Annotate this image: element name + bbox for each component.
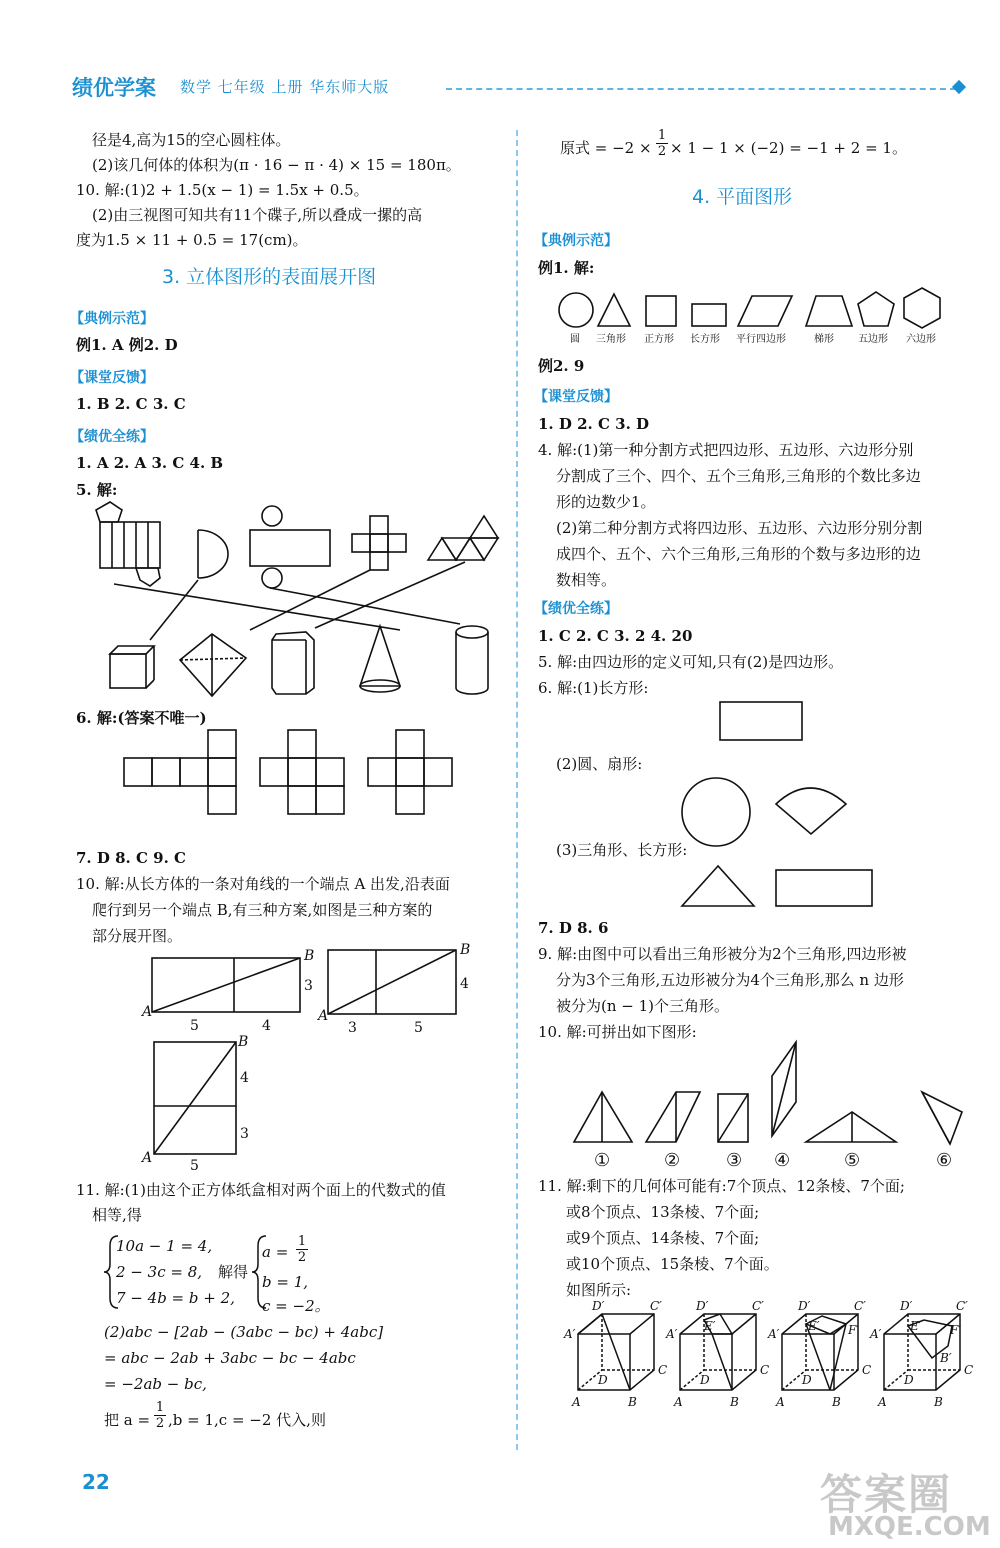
pt-ap-3: A′ bbox=[768, 1327, 780, 1341]
q11-text-1: 11. 解:(1)由这个正方体纸盒相对两个面上的代数式的值 bbox=[76, 1181, 446, 1199]
pt-cp-4: C′ bbox=[956, 1299, 968, 1313]
tag-feedback: 【课堂反馈】 bbox=[70, 370, 154, 386]
dim-a2: 4 bbox=[262, 1018, 271, 1034]
shape-label-pentagon: 五边形 bbox=[858, 334, 888, 345]
fraction-half-2 bbox=[154, 1400, 166, 1431]
q5-text: 5. 解:由四边形的定义可知,只有(2)是四边形。 bbox=[538, 653, 844, 671]
example1-label: 例1. 解: bbox=[538, 259, 595, 277]
dim-c3: 5 bbox=[190, 1158, 199, 1174]
solved-label: 解得 bbox=[218, 1263, 249, 1281]
practice-answers-r: 1. C 2. C 3. 2 4. 20 bbox=[538, 627, 693, 645]
q5-label: 5. 解: bbox=[76, 481, 118, 499]
pt-fp-3: F′ bbox=[848, 1323, 860, 1337]
fig-num-3: ③ bbox=[726, 1150, 743, 1171]
pt-ap-2: A′ bbox=[666, 1327, 678, 1341]
q11-text-r5: 如图所示: bbox=[566, 1281, 632, 1299]
pt-ap-1: A′ bbox=[564, 1327, 576, 1341]
watermark-logo: 答案圈 bbox=[820, 1470, 953, 1519]
fraction-half-3 bbox=[656, 128, 668, 159]
solution-a: a = bbox=[262, 1243, 289, 1261]
page-number: 22 bbox=[82, 1470, 110, 1494]
pt-b-cube2: B bbox=[730, 1395, 739, 1409]
section-title-3: 3. 立体图形的表面展开图 bbox=[162, 266, 377, 288]
tag-practice-r: 【绩优全练】 bbox=[534, 601, 618, 617]
q10-assembled-shapes bbox=[566, 1040, 966, 1170]
dim-b2: 5 bbox=[414, 1020, 423, 1036]
pt-ep-3: E′ bbox=[808, 1319, 820, 1333]
feedback-answers-r: 1. D 2. C 3. D bbox=[538, 415, 650, 433]
column-divider bbox=[516, 130, 518, 1450]
q10-text-3: 部分展开图。 bbox=[92, 927, 183, 945]
dim-b3: 4 bbox=[460, 976, 469, 992]
pt-a-cube3: A bbox=[776, 1395, 785, 1409]
fraction-denominator: 2 bbox=[155, 1416, 165, 1431]
expr-4b: ,b = 1,c = −2 代入,则 bbox=[168, 1411, 326, 1429]
equation-2: 2 − 3c = 8, bbox=[116, 1263, 203, 1281]
q10-text-2: 爬行到另一个端点 B,有三种方案,如图是三种方案的 bbox=[92, 901, 433, 919]
equation-1: 10a − 1 = 4, bbox=[116, 1237, 213, 1255]
pt-c-3: C bbox=[862, 1363, 872, 1377]
plane-shapes-row bbox=[556, 284, 956, 346]
shape-label-rectangle: 长方形 bbox=[690, 334, 720, 345]
q10-text-1: 10. 解:从长方体的一条对角线的一个端点 A 出发,沿表面 bbox=[76, 875, 450, 893]
expr-3: = −2ab − bc, bbox=[104, 1375, 207, 1393]
shape-label-triangle: 三角形 bbox=[596, 334, 626, 345]
q5-nets-figure bbox=[70, 500, 510, 700]
shape-label-hexagon: 六边形 bbox=[906, 334, 936, 345]
dim-b1: 3 bbox=[348, 1020, 357, 1036]
q4-text-5: 成四个、五个、六个三角形,三角形的个数与多边形的边 bbox=[556, 545, 921, 563]
q4-text-4: (2)第二种分割方式将四边形、五边形、六边形分别分割 bbox=[556, 519, 923, 537]
q7-8-answers: 7. D 8. 6 bbox=[538, 919, 609, 937]
watermark-url: MXQE.COM bbox=[828, 1512, 991, 1542]
q9-text-1: 9. 解:由图中可以看出三角形被分为2个三角形,四边形被 bbox=[538, 945, 907, 963]
q4-text-3: 形的边数少1。 bbox=[556, 493, 656, 511]
pt-cp-3: C′ bbox=[854, 1299, 866, 1313]
pt-a-cube2: A bbox=[674, 1395, 683, 1409]
tag-practice: 【绩优全练】 bbox=[70, 429, 154, 445]
fraction-numerator: 1 bbox=[657, 128, 667, 143]
example-answers: 例1. A 例2. D bbox=[76, 336, 178, 354]
pt-ep-4: E′ bbox=[910, 1319, 922, 1333]
expr-4a: 把 a = bbox=[104, 1411, 151, 1429]
pt-d-1: D bbox=[598, 1373, 608, 1387]
tag-feedback-r: 【课堂反馈】 bbox=[534, 389, 618, 405]
fraction-denominator: 2 bbox=[657, 144, 667, 159]
left-line-1: 径是4,高为15的空心圆柱体。 bbox=[92, 131, 291, 149]
solution-b: b = 1, bbox=[262, 1273, 309, 1291]
pt-ap-4: A′ bbox=[870, 1327, 882, 1341]
header-dot bbox=[952, 80, 966, 94]
q10-answer-3: 度为1.5 × 11 + 0.5 = 17(cm)。 bbox=[76, 231, 308, 249]
pt-c-1: C bbox=[658, 1363, 668, 1377]
fig-num-2: ② bbox=[664, 1150, 681, 1171]
pt-d-3: D bbox=[802, 1373, 812, 1387]
fig-num-6: ⑥ bbox=[936, 1150, 953, 1171]
q11-text-r2: 或8个顶点、13条棱、7个面; bbox=[566, 1203, 760, 1221]
pt-d-4: D bbox=[904, 1373, 914, 1387]
shape-label-parallelogram: 平行四边形 bbox=[736, 334, 786, 345]
q7-9-answers: 7. D 8. C 9. C bbox=[76, 849, 186, 867]
expr-2: = abc − 2ab + 3abc − bc − 4abc bbox=[104, 1349, 356, 1367]
pt-b-2: B bbox=[460, 942, 471, 958]
pt-cp-2: C′ bbox=[752, 1299, 764, 1313]
q4-text-6: 数相等。 bbox=[556, 571, 617, 589]
fraction-numerator: 1 bbox=[297, 1234, 307, 1249]
book-subtitle: 数学 七年级 上册 华东师大版 bbox=[180, 78, 390, 96]
q6-circle-sector bbox=[680, 772, 860, 852]
pt-c-2: C bbox=[760, 1363, 770, 1377]
pt-dp-3: D′ bbox=[798, 1299, 811, 1313]
pt-a-cube4: A bbox=[878, 1395, 887, 1409]
section-title-4: 4. 平面图形 bbox=[692, 186, 793, 208]
q10-unfold-figures bbox=[140, 942, 480, 1176]
pt-b-3: B bbox=[238, 1034, 249, 1050]
q9-text-2: 分为3个三角形,五边形被分为4个三角形,那么 n 边形 bbox=[556, 971, 904, 989]
q6-rectangle bbox=[718, 700, 804, 742]
pt-fp-4: F′ bbox=[950, 1323, 962, 1337]
original-expr-b: × 1 − 1 × (−2) = −1 + 2 = 1。 bbox=[670, 139, 907, 157]
q10-answer-2: (2)由三视图可知共有11个碟子,所以叠成一摞的高 bbox=[92, 206, 423, 224]
pt-b-cube1: B bbox=[628, 1395, 637, 1409]
pt-ep-2: E′ bbox=[704, 1319, 716, 1333]
equation-3: 7 − 4b = b + 2, bbox=[116, 1289, 235, 1307]
pt-a-3: A bbox=[142, 1150, 153, 1166]
pt-b-cube4: B bbox=[934, 1395, 943, 1409]
dim-a3: 3 bbox=[304, 978, 313, 994]
q11-text-r1: 11. 解:剩下的几何体可能有:7个顶点、12条棱、7个面; bbox=[538, 1177, 905, 1195]
pt-d-2: D bbox=[700, 1373, 710, 1387]
example2-answer: 例2. 9 bbox=[538, 357, 585, 375]
q6-text-3: (3)三角形、长方形: bbox=[556, 841, 688, 859]
q10-text-r: 10. 解:可拼出如下图形: bbox=[538, 1023, 697, 1041]
q6-text-2: (2)圆、扇形: bbox=[556, 755, 643, 773]
left-line-2: (2)该几何体的体积为(π · 16 − π · 4) × 15 = 180π。 bbox=[92, 156, 461, 174]
tag-examples: 【典例示范】 bbox=[70, 311, 154, 327]
fraction-half-1 bbox=[296, 1234, 308, 1265]
pt-b-cube3: B bbox=[832, 1395, 841, 1409]
original-expr-a: 原式 = −2 × bbox=[560, 139, 652, 157]
pt-a-1: A bbox=[142, 1004, 153, 1020]
q9-text-3: 被分为(n − 1)个三角形。 bbox=[556, 997, 730, 1015]
q11-text-r3: 或9个顶点、14条棱、7个面; bbox=[566, 1229, 760, 1247]
pt-cp-1: C′ bbox=[650, 1299, 662, 1313]
brand-title: 绩优学案 bbox=[72, 76, 156, 100]
feedback-answers: 1. B 2. C 3. C bbox=[76, 395, 186, 413]
q6-triangle-rectangle bbox=[678, 862, 878, 912]
pt-dp-1: D′ bbox=[592, 1299, 605, 1313]
pt-bp-4: B′ bbox=[940, 1351, 952, 1365]
pt-dp-4: D′ bbox=[900, 1299, 913, 1313]
q11-cut-cubes bbox=[562, 1300, 982, 1410]
q11-text-2: 相等,得 bbox=[92, 1206, 142, 1224]
practice-answers: 1. A 2. A 3. C 4. B bbox=[76, 454, 224, 472]
pt-c-4: C bbox=[964, 1363, 974, 1377]
solution-c: c = −2。 bbox=[262, 1297, 330, 1315]
fig-num-4: ④ bbox=[774, 1150, 791, 1171]
dim-a1: 5 bbox=[190, 1018, 199, 1034]
tag-examples-r: 【典例示范】 bbox=[534, 233, 618, 249]
fraction-numerator: 1 bbox=[155, 1400, 165, 1415]
q11-text-r4: 或10个顶点、15条棱、7个面。 bbox=[566, 1255, 779, 1273]
q6-cube-nets bbox=[124, 730, 484, 840]
shape-label-circle: 圆 bbox=[570, 334, 580, 345]
expr-1: (2)abc − [2ab − (3abc − bc) + 4abc] bbox=[104, 1323, 384, 1341]
pt-b-1: B bbox=[304, 948, 315, 964]
header-rule bbox=[446, 88, 956, 90]
dim-c2: 3 bbox=[240, 1126, 249, 1142]
fig-num-5: ⑤ bbox=[844, 1150, 861, 1171]
fig-num-1: ① bbox=[594, 1150, 611, 1171]
q4-text-2: 分割成了三个、四个、五个三角形,三角形的个数比多边 bbox=[556, 467, 921, 485]
pt-dp-2: D′ bbox=[696, 1299, 709, 1313]
dim-c1: 4 bbox=[240, 1070, 249, 1086]
shape-label-trapezoid: 梯形 bbox=[814, 334, 834, 345]
q6-text-1: 6. 解:(1)长方形: bbox=[538, 679, 649, 697]
q4-text-1: 4. 解:(1)第一种分割方式把四边形、五边形、六边形分别 bbox=[538, 441, 914, 459]
fraction-denominator: 2 bbox=[297, 1250, 307, 1265]
shape-label-square: 正方形 bbox=[644, 334, 674, 345]
pt-a-cube1: A bbox=[572, 1395, 581, 1409]
q6-label: 6. 解:(答案不唯一) bbox=[76, 709, 207, 727]
q10-answer-1: 10. 解:(1)2 + 1.5(x − 1) = 1.5x + 0.5。 bbox=[76, 181, 369, 199]
pt-a-2: A bbox=[318, 1008, 329, 1024]
